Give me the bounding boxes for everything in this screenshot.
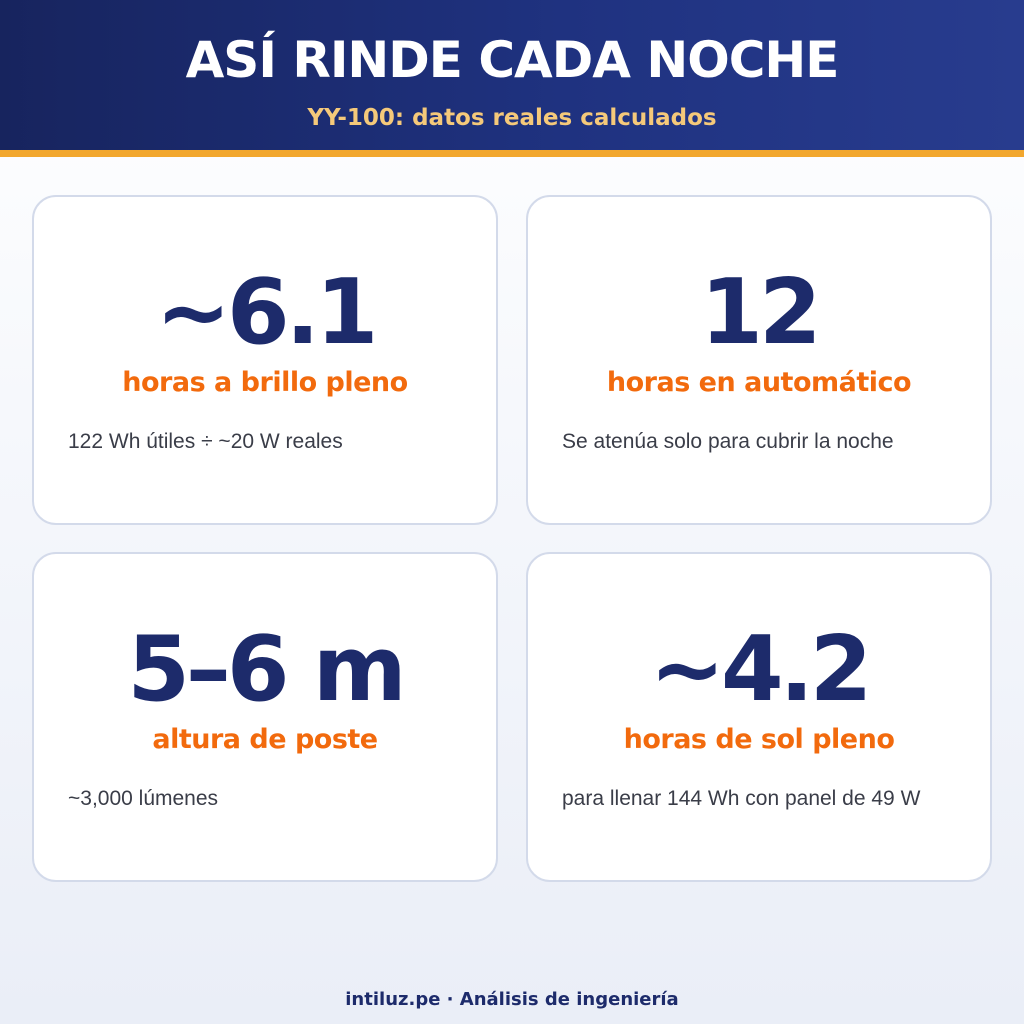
stat-card-pole-height <box>32 552 498 882</box>
stat-card-automatic <box>526 195 992 525</box>
stat-label: horas en automático <box>606 367 912 398</box>
stat-description: ~3,000 lúmenes <box>68 787 219 810</box>
header-divider <box>0 150 1024 157</box>
stat-value: ~4.2 <box>649 617 869 722</box>
stat-card-sun-hours <box>526 552 992 882</box>
page-subtitle: YY-100: datos reales calculados <box>307 105 717 131</box>
header-banner <box>0 0 1024 152</box>
stat-value: 12 <box>700 260 818 365</box>
stat-card-brightness <box>32 195 498 525</box>
stat-description: 122 Wh útiles ÷ ~20 W reales <box>68 430 343 453</box>
stat-value: 5–6 m <box>127 617 403 722</box>
stat-label: horas a brillo pleno <box>122 367 408 398</box>
stat-description: Se atenúa solo para cubrir la noche <box>562 430 894 453</box>
stat-label: horas de sol pleno <box>623 724 895 755</box>
stat-description: para llenar 144 Wh con panel de 49 W <box>562 787 921 810</box>
page-title: ASÍ RINDE CADA NOCHE <box>185 31 839 89</box>
footer-credit: intiluz.pe · Análisis de ingeniería <box>345 989 679 1010</box>
stat-label: altura de poste <box>152 724 378 755</box>
stat-value: ~6.1 <box>155 260 375 365</box>
